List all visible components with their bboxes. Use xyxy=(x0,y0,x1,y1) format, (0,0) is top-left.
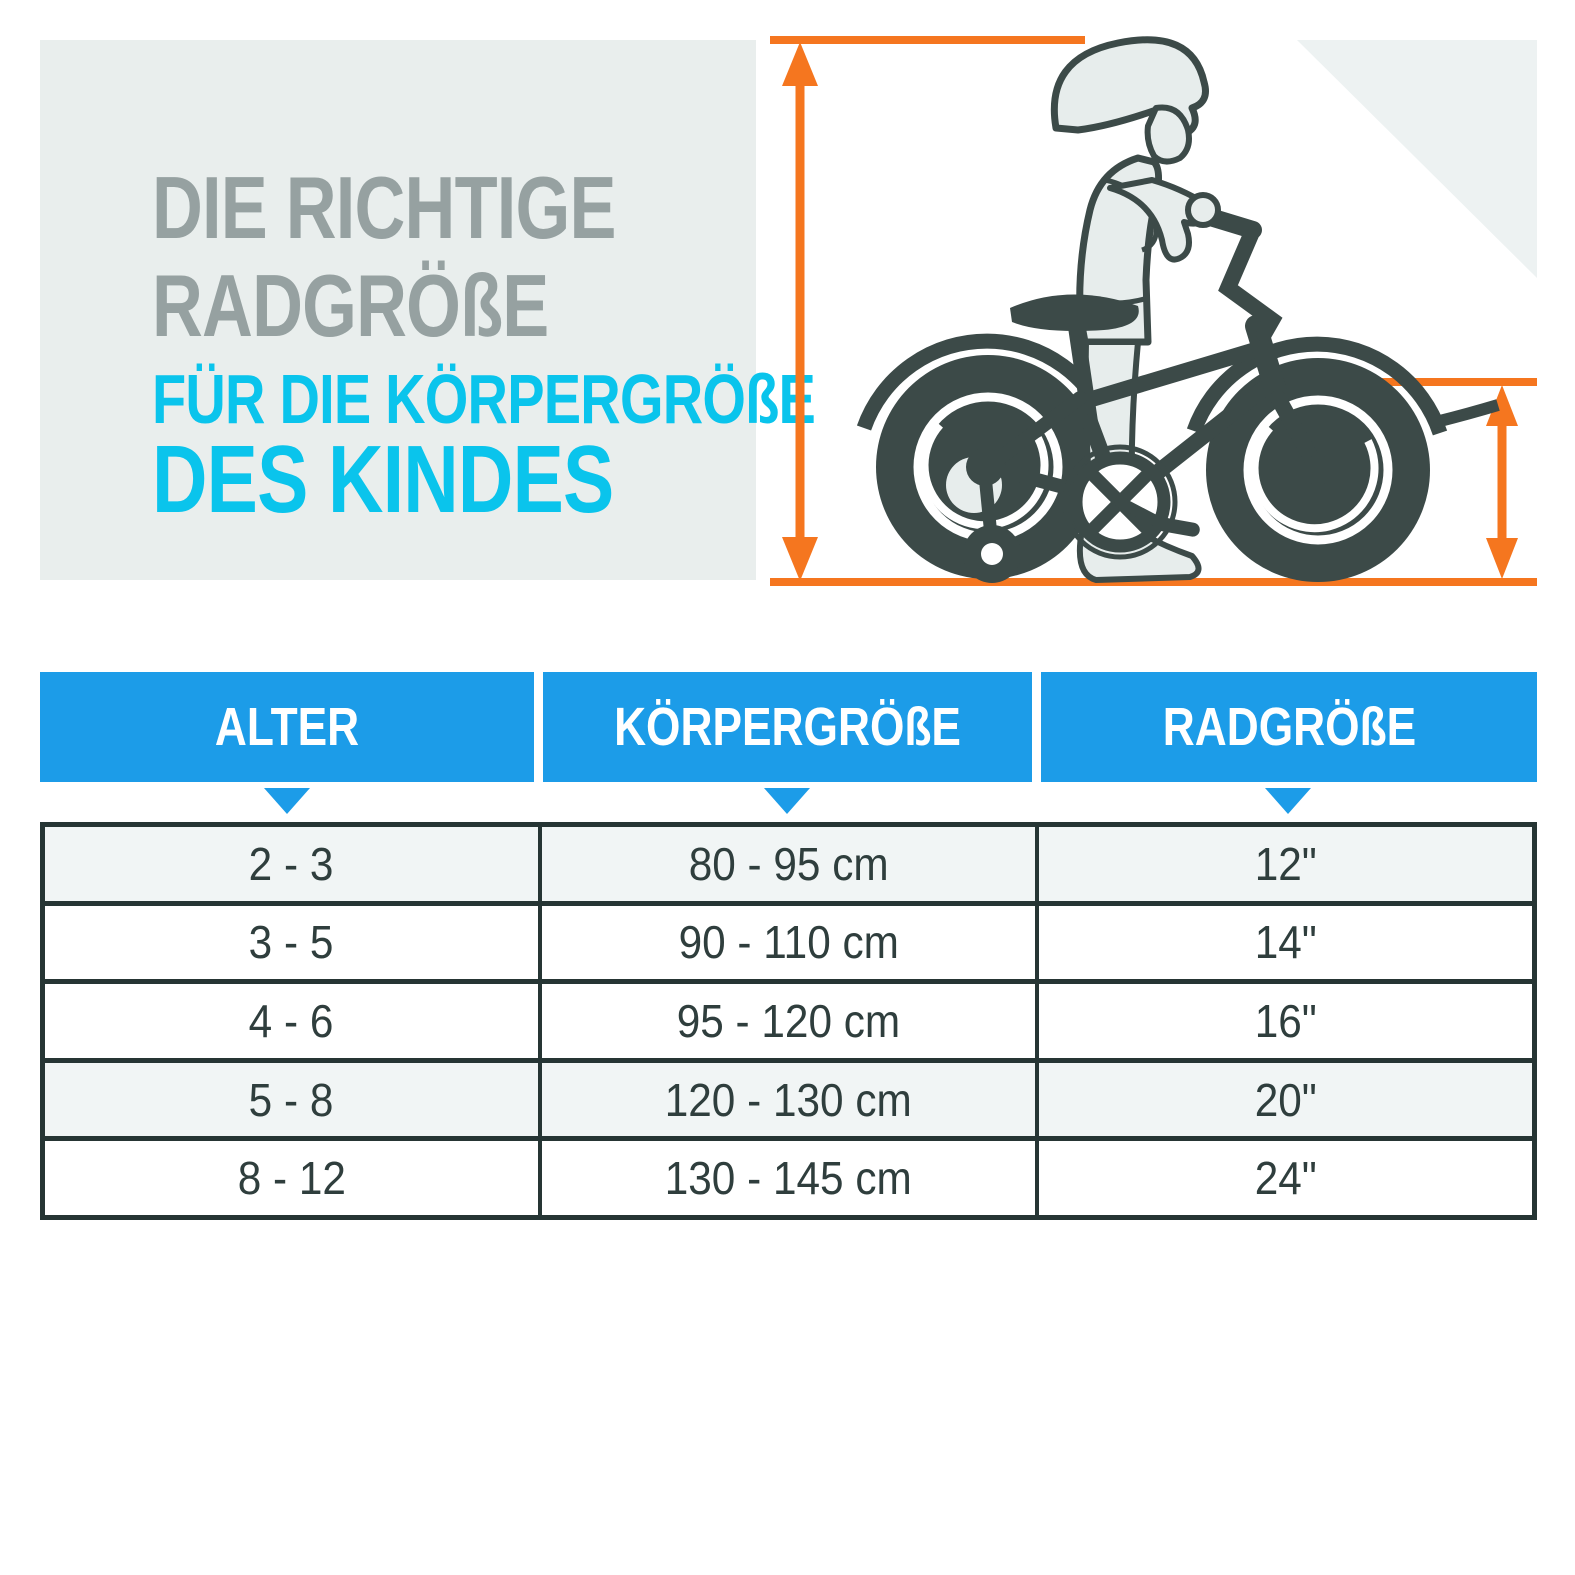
column-pointer-triangle-icon xyxy=(764,788,810,814)
child-hand xyxy=(1188,195,1218,225)
cell-alter: 4 - 6 xyxy=(249,994,334,1047)
title-line-2: RADGRÖßE xyxy=(152,256,549,355)
cell-radgroesse: 24" xyxy=(1035,1141,1532,1215)
title-line-1: DIE RICHTIGE xyxy=(152,158,616,257)
cell-alter: 3 - 5 xyxy=(249,916,334,969)
table-row xyxy=(45,901,1532,980)
cell-koerpergroesse: 130 - 145 cm xyxy=(538,1141,1035,1215)
cell-koerpergroesse: 95 - 120 cm xyxy=(538,984,1035,1058)
cell-radgroesse: 20" xyxy=(1035,1063,1532,1137)
header-alter: ALTER xyxy=(40,672,534,782)
arrow-down-icon xyxy=(1486,538,1518,579)
cell-koerpergroesse: 90 - 110 cm xyxy=(538,906,1035,980)
cell-alter: 5 - 8 xyxy=(249,1073,334,1126)
child-and-bike-illustration xyxy=(760,30,1540,590)
subtitle-line-1: FÜR DIE KÖRPERGRÖßE xyxy=(152,360,816,438)
table-row xyxy=(45,1136,1532,1215)
table-row xyxy=(45,979,1532,1058)
cell-alter: 2 - 3 xyxy=(249,837,334,890)
size-table xyxy=(40,822,1537,1220)
cell-alter: 8 - 12 xyxy=(237,1152,346,1205)
column-pointer-triangle-icon xyxy=(1265,788,1311,814)
arrow-down-icon xyxy=(782,537,818,581)
table-row xyxy=(45,827,1532,901)
training-wheel xyxy=(963,525,1021,583)
arrow-up-icon xyxy=(782,42,818,86)
cell-radgroesse: 12" xyxy=(1035,827,1532,901)
corner-wedge-shape xyxy=(1297,40,1537,278)
header-radgroesse: RADGRÖßE xyxy=(1041,672,1537,782)
cell-koerpergroesse: 80 - 95 cm xyxy=(538,827,1035,901)
cell-koerpergroesse: 120 - 130 cm xyxy=(538,1063,1035,1137)
front-hub xyxy=(1303,455,1333,485)
child-face xyxy=(1148,107,1189,161)
cell-radgroesse: 14" xyxy=(1035,906,1532,980)
title-panel xyxy=(40,40,816,580)
subtitle-line-2: DES KINDES xyxy=(152,426,614,533)
header-koerpergroesse: KÖRPERGRÖßE xyxy=(543,672,1032,782)
cell-radgroesse: 16" xyxy=(1035,984,1532,1058)
column-pointer-triangle-icon xyxy=(264,788,310,814)
table-row xyxy=(45,1058,1532,1137)
